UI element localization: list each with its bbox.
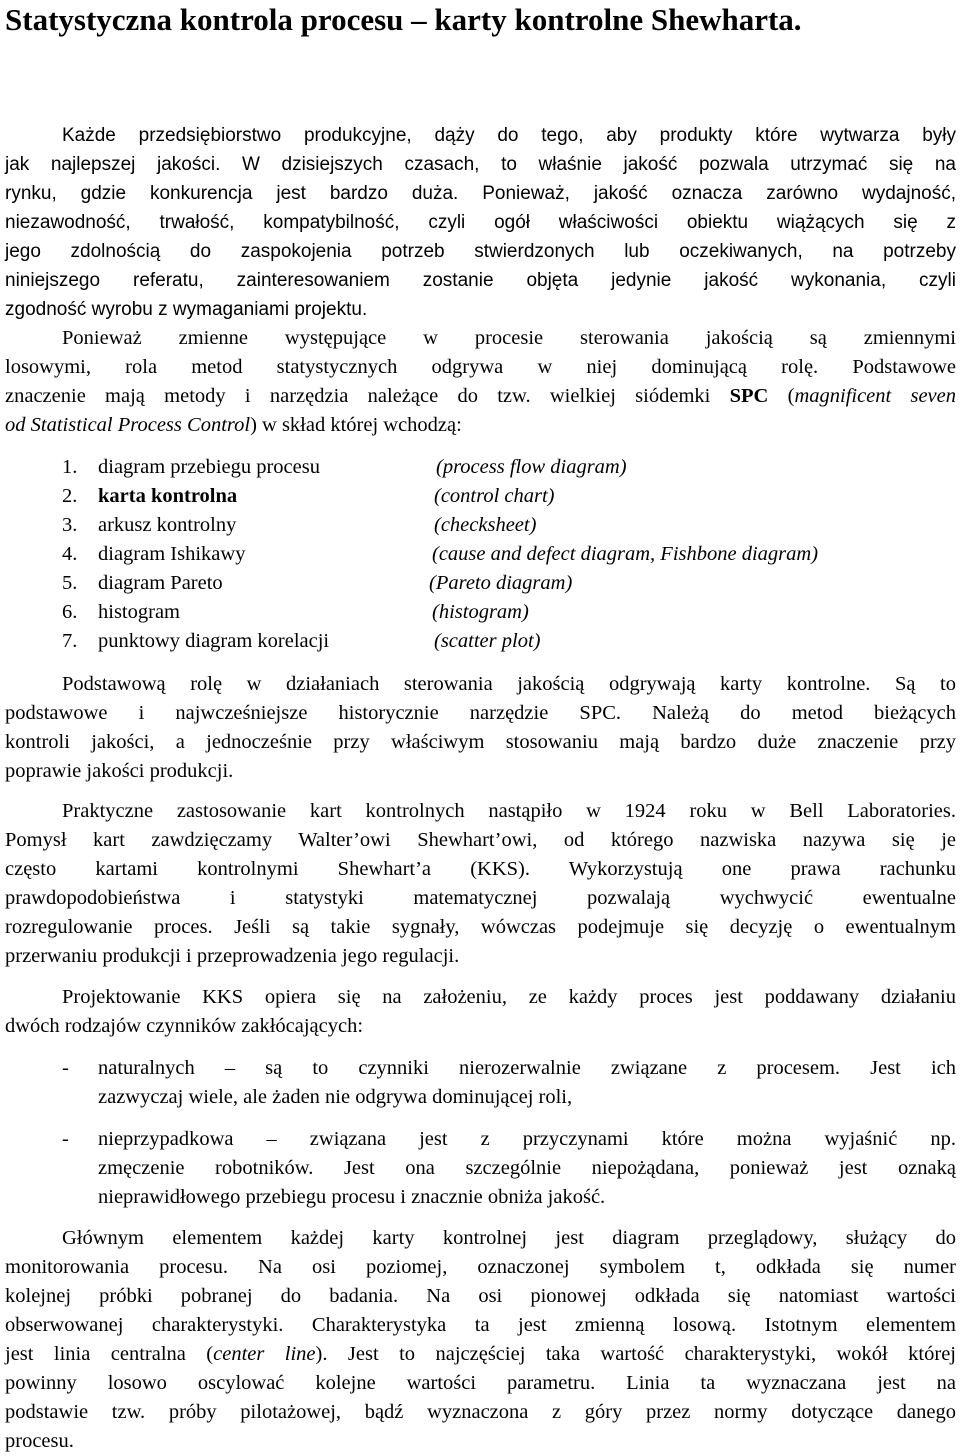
intro-line-1: Każde przedsiębiorstwo produkcyjne, dąży do tego, aby produkty które wytwarza były — [62, 125, 956, 146]
intro-line-3 — [5, 179, 956, 208]
intro-line-10a: znaczenie mają metody i narzędzia należące do tzw. — [5, 385, 531, 407]
factor-line-2: zmęczenie robotników. Jest ona szczególnie niepożądana, ponieważ jest oznaką — [98, 1157, 956, 1179]
list-item-number: 6. — [62, 601, 78, 623]
para5-line-1: Głównym elementem każdej karty kontrolnej jest diagram przeglądowy, służący do — [62, 1227, 956, 1249]
intro-line-3a: rynku, gdzie konkurencja jest bardzo duża. — [5, 183, 459, 204]
factor-line-3: nieprawidłowego przebiegu procesu i znacznie obniża jakość. — [98, 1186, 606, 1208]
intro-line-9a: losowymi, rola metod statystycznych odgrywa w niej dominującą rolę. — [5, 356, 819, 378]
para2-line-1: Podstawową rolę w działaniach sterowania jakością odgrywają karty kontrolne. Są to — [62, 673, 956, 695]
para2-line-2: podstawowe i najwcześniejsze historycznie narzędzie SPC. Należą do metod bieżących — [5, 702, 956, 724]
para4-line-1: Projektowanie KKS opiera się na założeniu, ze każdy proces jest poddawany działaniu — [62, 986, 956, 1008]
list-item-polish: punktowy diagram korelacji — [98, 630, 330, 652]
factor-item-nonrandom — [5, 1125, 956, 1212]
para3-line-4: prawdopodobieństwa i statystyki matematycznej pozwalają wychwycić ewentualne — [5, 887, 956, 909]
list-item-polish: karta kontrolna — [98, 485, 238, 507]
center-line-term: center line — [213, 1343, 316, 1365]
para5-line-8: procesu. — [5, 1430, 74, 1452]
list-item-number: 7. — [62, 630, 78, 652]
intro-paragraph — [5, 121, 956, 440]
magnificent-seven-term: magnificent seven — [794, 385, 957, 407]
list-item-polish: arkusz kontrolny — [98, 514, 237, 536]
factor-line-1: nieprzypadkowa – związana jest z przyczynami które można wyjaśnić np. — [98, 1128, 956, 1150]
list-item-english: (histogram) — [432, 601, 529, 623]
para5-line-2: monitorowania procesu. Na osi poziomej, oznaczonej symbolem t, odkłada się numer — [5, 1256, 956, 1278]
factor-line-2: zazwyczaj wiele, ale żaden nie odgrywa dominującej roli, — [98, 1086, 573, 1108]
list-item-english: (control chart) — [434, 485, 555, 507]
intro-line-10d: ( — [768, 385, 795, 407]
intro-line-11 — [5, 411, 956, 440]
intro-line-9b: Podstawowe — [818, 356, 956, 378]
list-item-number: 2. — [62, 485, 78, 507]
list-item-number: 3. — [62, 514, 78, 536]
intro-line-8: Ponieważ zmienne występujące w procesie sterowania jakością są zmiennymi — [62, 327, 956, 349]
intro-line-2: jak najlepszej jakości. W dzisiejszych czasach, to właśnie jakość pozwala utrzymać się na — [5, 154, 956, 175]
list-item-number: 1. — [62, 456, 78, 478]
intro-line-10 — [5, 382, 956, 411]
control-charts-role-paragraph — [5, 670, 956, 786]
dash-bullet: - — [62, 1057, 69, 1079]
dash-bullet: - — [62, 1128, 69, 1150]
intro-line-9 — [5, 353, 956, 382]
factor-text — [98, 1054, 956, 1112]
list-item-english: (Pareto diagram) — [429, 572, 573, 594]
page-title: Statystyczna kontrola procesu – karty kontrolne Shewharta. — [5, 2, 802, 37]
list-item-polish: diagram przebiegu procesu — [98, 456, 320, 478]
intro-line-10b: wielkiej siódemki — [530, 385, 730, 407]
list-item-english: (scatter plot) — [434, 630, 541, 652]
para5-line-6: powinny losowo oscylować kolejne wartości parametru. Linia ta wyznaczana jest na — [5, 1372, 956, 1394]
para5-line-3: kolejnej próbki pobranej do badania. Na osi pionowej odkłada się natomiast wartości — [5, 1285, 956, 1307]
spc-acronym: SPC — [729, 385, 769, 407]
list-item-english: (process flow diagram) — [436, 456, 627, 478]
spc-full-name: od Statistical Process Control — [5, 414, 251, 436]
list-item-number: 5. — [62, 572, 78, 594]
list-item-polish: diagram Pareto — [98, 572, 223, 594]
list-item-polish: histogram — [98, 601, 180, 623]
para3-line-2: Pomysł kart zawdzięczamy Walter’owi Shewhart’owi, od którego nazwiska nazywa się je — [5, 829, 956, 851]
intro-line-7: zgodność wyrobu z wymaganiami projektu. — [5, 299, 368, 320]
para2-line-3: kontroli jakości, a jednocześnie przy właściwym stosowaniu mają bardzo duże znaczenie przy — [5, 731, 956, 753]
factor-line-1: naturalnych – są to czynniki nierozerwalnie związane z procesem. Jest ich — [98, 1057, 956, 1079]
para2-line-4: poprawie jakości produkcji. — [5, 760, 234, 782]
para5-line-5c: ). Jest to najczęściej taka wartość charakterystyki, wokół której — [315, 1343, 957, 1365]
intro-line-11b: ) w skład której wchodzą: — [250, 414, 462, 436]
history-paragraph — [5, 797, 956, 971]
intro-line-6: niniejszego referatu, zainteresowaniem zostanie objęta jedynie jakość wykonania, czyli — [5, 270, 956, 291]
control-chart-description-paragraph — [5, 1224, 956, 1456]
list-item-english: (cause and defect diagram, Fishbone diagram) — [432, 543, 819, 565]
factor-text — [98, 1125, 956, 1212]
kks-design-paragraph — [5, 983, 956, 1041]
para5-line-5a: jest linia centralna ( — [5, 1343, 214, 1365]
para3-line-5: rozregulowanie proces. Jeśli są takie sygnały, wówczas podejmuje się decyzję o ewentualnym — [5, 916, 956, 938]
para5-line-7: podstawie tzw. próby pilotażowej, bądź wyznaczona z góry przez normy dotyczące danego — [5, 1401, 956, 1423]
list-item-english: (checksheet) — [434, 514, 537, 536]
para4-line-2: dwóch rodzajów czynników zakłócających: — [5, 1015, 364, 1037]
list-item-number: 4. — [62, 543, 78, 565]
intro-line-3b: Ponieważ, jakość oznacza zarówno wydajność, — [458, 183, 956, 204]
intro-line-5: jego zdolnością do zaspokojenia potrzeb stwierdzonych lub oczekiwanych, na potrzeby — [5, 241, 956, 262]
intro-line-4: niezawodność, trwałość, kompatybilność, czyli ogół właściwości obiektu wiążących się z — [5, 212, 956, 233]
para3-line-1: Praktyczne zastosowanie kart kontrolnych nastąpiło w 1924 roku w Bell Laboratories. — [62, 800, 956, 822]
para3-line-6: przerwaniu produkcji i przeprowadzenia jego regulacji. — [5, 945, 460, 967]
para5-line-5 — [5, 1340, 956, 1369]
para3-line-3: często kartami kontrolnymi Shewhart’a (KKS). Wykorzystują one prawa rachunku — [5, 858, 956, 880]
list-item-polish: diagram Ishikawy — [98, 543, 246, 565]
factor-item-natural — [5, 1054, 956, 1112]
para5-line-4: obserwowanej charakterystyki. Charakterystyka ta jest zmienną losową. Istotnym elementem — [5, 1314, 956, 1336]
